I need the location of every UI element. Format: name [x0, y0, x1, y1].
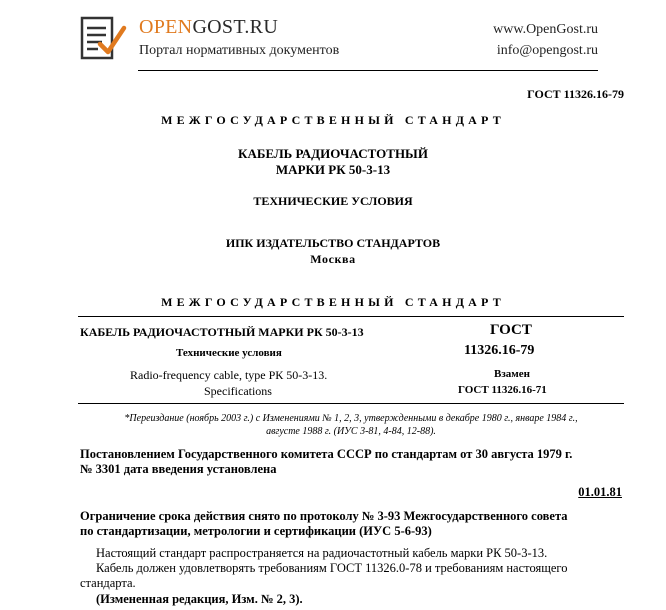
email-link[interactable]: info@opengost.ru: [496, 43, 598, 58]
brand-prefix: OPEN: [139, 16, 193, 38]
header-divider: [138, 70, 598, 71]
title-line-1: КАБЕЛЬ РАДИОЧАСТОТНЫЙ: [238, 146, 428, 161]
reissue-note: [78, 412, 624, 438]
standard-label: МЕЖГОСУДАРСТВЕННЫЙ СТАНДАРТ: [161, 113, 505, 127]
reissue-note-line-2: августе 1988 г. (ИУС 3-81, 4-84, 12-88).: [266, 426, 436, 437]
website-link[interactable]: www.OpenGost.ru: [493, 22, 598, 37]
english-line-1: Radio-frequency cable, type РК 50-3-13.: [130, 368, 328, 382]
body-line-1: Настоящий стандарт распространяется на радиочастотный кабель марки РК 50-3-13.: [96, 546, 548, 560]
subtitle: ТЕХНИЧЕСКИЕ УСЛОВИЯ: [253, 194, 413, 208]
publisher: ИПК ИЗДАТЕЛЬСТВО СТАНДАРТОВ: [225, 236, 441, 250]
brand-suffix: GOST.RU: [192, 16, 279, 38]
body-line-2: Кабель должен удовлетворять требованиям ГОСТ 11326.0-78 и требованиям настоящего: [96, 561, 568, 575]
city: Москва: [310, 252, 356, 266]
left-title: КАБЕЛЬ РАДИОЧАСТОТНЫЙ МАРКИ РК 50-3-13: [80, 325, 364, 339]
replaces-value: ГОСТ 11326.16-71: [458, 384, 547, 396]
title-line-2: МАРКИ РК 50-3-13: [275, 162, 391, 177]
site-tagline: Портал нормативных документов: [139, 43, 340, 58]
bottom-rule: [78, 403, 624, 404]
replaces-label: Взамен: [494, 368, 530, 380]
amended-note: (Измененная редакция, Изм. № 2, 3).: [96, 592, 303, 606]
limit-line-1: Ограничение срока действия снято по протоколу № 3-93 Межгосударственного совета: [80, 509, 568, 523]
top-rule: [78, 316, 624, 317]
site-logo-text[interactable]: [139, 16, 278, 39]
decree-line-1: Постановлением Государственного комитета СССР по стандартам от 30 августа 1979 г.: [80, 447, 573, 461]
gost-label: ГОСТ: [490, 322, 532, 338]
gost-number: 11326.16-79: [464, 343, 535, 358]
english-line-2: Specifications: [204, 384, 272, 398]
left-subtitle: Технические условия: [176, 347, 282, 359]
standard-label-2: МЕЖГОСУДАРСТВЕННЫЙ СТАНДАРТ: [161, 295, 505, 309]
limit-line-2: по стандартизации, метрологии и сертификации (ИУС 5-6-93): [80, 524, 432, 538]
document-check-icon: [76, 14, 128, 66]
body-line-3: стандарта.: [80, 576, 136, 590]
intro-date: 01.01.81: [578, 485, 622, 499]
reissue-note-line-1: *Переиздание (ноябрь 2003 г.) с Изменениями № 1, 2, 3, утвержденными в декабре 1980 г., январе 1984 г.,: [124, 413, 578, 424]
gost-code-top: ГОСТ 11326.16-79: [527, 87, 624, 101]
decree-line-2: № 3301 дата введения установлена: [80, 462, 277, 476]
